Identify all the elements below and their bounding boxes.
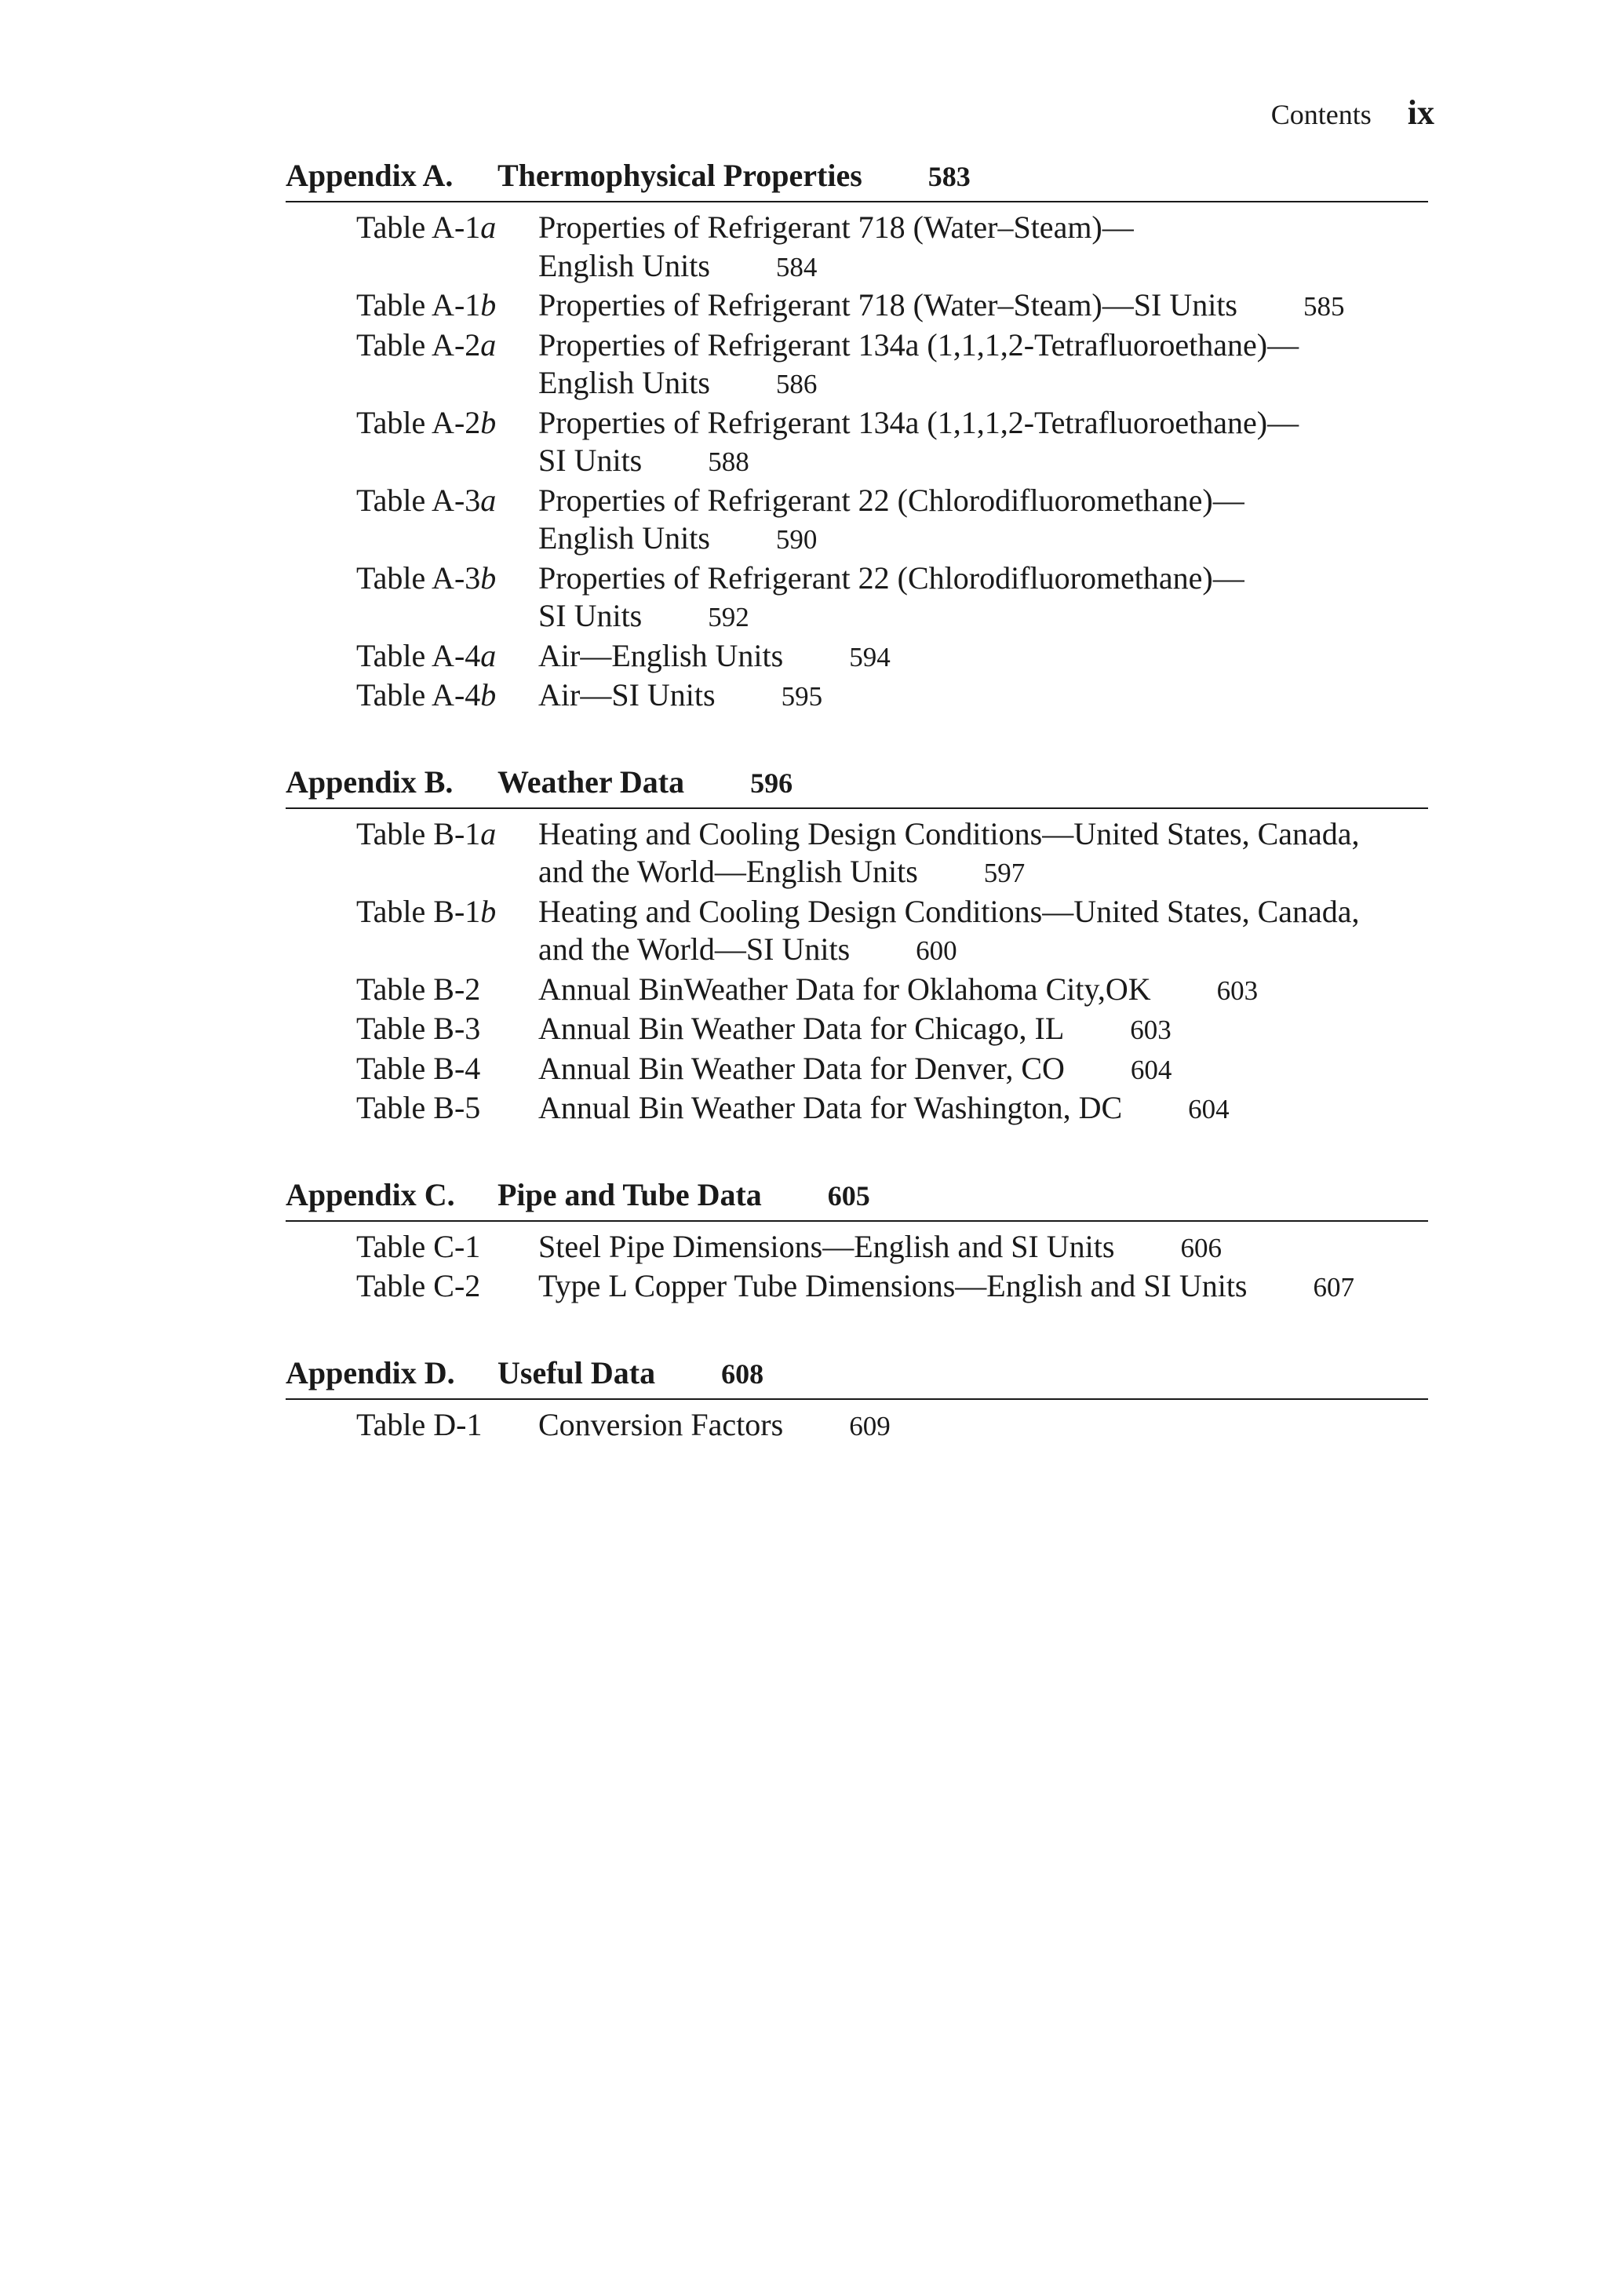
entry-title-line bbox=[538, 482, 1428, 520]
toc-entry[interactable] bbox=[286, 1267, 1428, 1307]
entry-title bbox=[538, 815, 1428, 893]
entry-title-line bbox=[538, 209, 1428, 247]
entry-title bbox=[538, 559, 1428, 637]
appendix-title: Weather Data bbox=[497, 764, 685, 800]
toc-entry[interactable] bbox=[286, 1010, 1428, 1050]
toc-entry[interactable] bbox=[286, 286, 1428, 326]
table-label-suffix: a bbox=[480, 210, 497, 245]
toc-entry[interactable] bbox=[286, 404, 1428, 482]
entry-title bbox=[538, 1089, 1428, 1129]
table-label-prefix: Table A-1 bbox=[356, 210, 481, 245]
entry-page-number: 603 bbox=[1216, 975, 1259, 1006]
entry-page-number: 586 bbox=[775, 369, 818, 399]
entry-title-text: and the World—English Units bbox=[538, 854, 918, 889]
entry-title-line bbox=[538, 364, 1428, 404]
entry-title-line bbox=[538, 1010, 1428, 1050]
entry-title-line bbox=[538, 1228, 1428, 1268]
table-label bbox=[356, 637, 538, 676]
table-label-prefix: Table A-3 bbox=[356, 559, 481, 596]
toc-entry[interactable] bbox=[286, 676, 1428, 716]
table-label-suffix: a bbox=[480, 815, 497, 851]
entry-title-text: Properties of Refrigerant 718 (Water–Steam)—SI Units bbox=[538, 287, 1237, 323]
entry-title bbox=[538, 326, 1428, 404]
entry-title bbox=[538, 893, 1428, 971]
appendix-label: Appendix C. bbox=[286, 1176, 455, 1212]
entry-page-number: 597 bbox=[983, 858, 1026, 888]
table-label-suffix: a bbox=[480, 482, 497, 518]
table-label-suffix: a bbox=[480, 326, 497, 363]
table-label bbox=[356, 286, 538, 325]
appendix-title: Useful Data bbox=[497, 1354, 656, 1390]
table-label bbox=[356, 326, 538, 365]
entry-title-text: Type L Copper Tube Dimensions—English and SI Units bbox=[538, 1268, 1248, 1303]
entry-title-line bbox=[538, 559, 1428, 598]
toc-entry[interactable] bbox=[286, 637, 1428, 677]
entry-title bbox=[538, 971, 1428, 1011]
table-label bbox=[356, 1050, 538, 1088]
entry-page-number: 594 bbox=[849, 641, 891, 672]
entry-page-number: 607 bbox=[1313, 1272, 1354, 1303]
entry-title-text: Annual BinWeather Data for Oklahoma City,OK bbox=[538, 971, 1151, 1007]
table-label-suffix: a bbox=[480, 637, 497, 673]
appendix-heading[interactable] bbox=[286, 1176, 1428, 1222]
table-label-suffix: b bbox=[480, 893, 497, 929]
table-label-prefix: Table D-1 bbox=[356, 1406, 483, 1442]
appendix-section bbox=[286, 157, 1428, 716]
appendix-heading[interactable] bbox=[286, 764, 1428, 809]
entry-title bbox=[538, 286, 1428, 326]
entry-title-text: Annual Bin Weather Data for Washington, DC bbox=[538, 1090, 1123, 1125]
entry-title-line bbox=[538, 1050, 1428, 1090]
toc-entry[interactable] bbox=[286, 559, 1428, 637]
entry-title bbox=[538, 1050, 1428, 1090]
entry-title bbox=[538, 1406, 1428, 1446]
entry-title-text: Heating and Cooling Design Conditions—United States, Canada, bbox=[538, 815, 1360, 851]
table-label-prefix: Table A-2 bbox=[356, 326, 481, 363]
entry-title bbox=[538, 1267, 1428, 1307]
entry-title-line bbox=[538, 931, 1428, 971]
table-label-prefix: Table B-2 bbox=[356, 971, 481, 1007]
entry-title bbox=[538, 1228, 1428, 1268]
table-label-prefix: Table A-3 bbox=[356, 482, 481, 518]
table-label-suffix: b bbox=[480, 559, 497, 596]
entry-page-number: 595 bbox=[781, 681, 823, 712]
entry-page-number: 604 bbox=[1130, 1054, 1172, 1085]
entry-title-text: Steel Pipe Dimensions—English and SI Units bbox=[538, 1228, 1115, 1264]
table-label-prefix: Table B-1 bbox=[356, 893, 481, 929]
appendix-section bbox=[286, 764, 1428, 1129]
entry-page-number: 609 bbox=[849, 1410, 891, 1441]
entry-title-text: SI Units bbox=[538, 598, 643, 633]
table-label bbox=[356, 404, 538, 443]
toc-entry[interactable] bbox=[286, 1089, 1428, 1129]
entry-title-line bbox=[538, 247, 1428, 287]
entry-title-text: Properties of Refrigerant 718 (Water–Steam)— bbox=[538, 210, 1134, 245]
entry-title-text: SI Units bbox=[538, 443, 643, 478]
entry-title-text: Annual Bin Weather Data for Denver, CO bbox=[538, 1050, 1065, 1086]
toc-entry[interactable] bbox=[286, 815, 1428, 893]
table-label-prefix: Table B-4 bbox=[356, 1050, 481, 1086]
appendix-heading[interactable] bbox=[286, 1354, 1428, 1400]
entry-title-text: English Units bbox=[538, 365, 710, 400]
table-label-prefix: Table A-2 bbox=[356, 404, 481, 440]
entry-title bbox=[538, 404, 1428, 482]
entry-title-line bbox=[538, 971, 1428, 1011]
page-folio: ix bbox=[1407, 93, 1434, 132]
table-label-prefix: Table C-2 bbox=[356, 1268, 481, 1303]
entry-page-number: 606 bbox=[1180, 1232, 1222, 1263]
table-label bbox=[356, 1406, 538, 1445]
entry-page-number: 584 bbox=[775, 251, 818, 282]
entry-page-number: 604 bbox=[1188, 1094, 1230, 1124]
entry-title-line bbox=[538, 853, 1428, 893]
appendix-label: Appendix D. bbox=[286, 1354, 455, 1390]
table-label bbox=[356, 1089, 538, 1128]
table-of-contents bbox=[286, 157, 1428, 1492]
entry-title-line bbox=[538, 519, 1428, 559]
appendix-heading[interactable] bbox=[286, 157, 1428, 202]
toc-entry[interactable] bbox=[286, 1406, 1428, 1446]
table-label bbox=[356, 482, 538, 520]
entry-title-line bbox=[538, 1406, 1428, 1446]
table-label-prefix: Table B-3 bbox=[356, 1011, 481, 1046]
entry-page-number: 588 bbox=[708, 446, 749, 477]
entry-page-number: 600 bbox=[916, 935, 957, 966]
entry-title-line bbox=[538, 676, 1428, 716]
table-label-prefix: Table A-4 bbox=[356, 677, 481, 712]
table-label bbox=[356, 1267, 538, 1306]
toc-entry[interactable] bbox=[286, 893, 1428, 971]
entry-title bbox=[538, 1010, 1428, 1050]
running-head-label: Contents bbox=[1270, 99, 1372, 130]
table-label bbox=[356, 1228, 538, 1266]
entry-title-text: Properties of Refrigerant 22 (Chlorodifluoromethane)— bbox=[538, 482, 1244, 518]
table-label-prefix: Table B-5 bbox=[356, 1090, 481, 1125]
appendix-title: Pipe and Tube Data bbox=[497, 1176, 762, 1212]
appendix-page-number: 596 bbox=[750, 767, 793, 799]
table-label-prefix: Table C-1 bbox=[356, 1228, 481, 1264]
entry-title-text: English Units bbox=[538, 520, 710, 556]
table-label-suffix: b bbox=[480, 287, 497, 323]
entry-title-line bbox=[538, 597, 1428, 637]
table-label-prefix: Table A-1 bbox=[356, 287, 481, 323]
appendix-page-number: 608 bbox=[721, 1358, 764, 1390]
entry-title-text: English Units bbox=[538, 247, 710, 283]
entry-title-text: Air—SI Units bbox=[538, 677, 716, 712]
table-label bbox=[356, 559, 538, 598]
appendix-page-number: 583 bbox=[927, 161, 971, 192]
table-label-suffix: b bbox=[480, 404, 497, 440]
table-label bbox=[356, 815, 538, 854]
appendix-section bbox=[286, 1176, 1428, 1307]
table-label-prefix: Table B-1 bbox=[356, 815, 481, 851]
entry-page-number: 585 bbox=[1303, 291, 1345, 322]
table-label bbox=[356, 209, 538, 247]
entry-title-line bbox=[538, 326, 1428, 365]
appendix-label: Appendix A. bbox=[286, 158, 454, 193]
entry-page-number: 603 bbox=[1130, 1015, 1172, 1045]
table-label-prefix: Table A-4 bbox=[356, 637, 481, 673]
table-label bbox=[356, 971, 538, 1009]
table-label bbox=[356, 1010, 538, 1048]
entry-title-text: Air—English Units bbox=[538, 637, 784, 673]
entry-title-text: Annual Bin Weather Data for Chicago, IL bbox=[538, 1011, 1065, 1046]
entry-title bbox=[538, 482, 1428, 559]
entry-title bbox=[538, 676, 1428, 716]
entry-title-text: Conversion Factors bbox=[538, 1406, 784, 1442]
entry-title-text: Properties of Refrigerant 22 (Chlorodifluoromethane)— bbox=[538, 559, 1244, 596]
toc-entry[interactable] bbox=[286, 971, 1428, 1011]
running-head bbox=[1271, 93, 1434, 133]
appendix-title: Thermophysical Properties bbox=[497, 158, 862, 193]
appendix-page-number: 605 bbox=[827, 1179, 870, 1212]
appendix-label: Appendix B. bbox=[286, 764, 454, 800]
entry-title-text: Heating and Cooling Design Conditions—United States, Canada, bbox=[538, 893, 1360, 929]
entry-title-text: Properties of Refrigerant 134a (1,1,1,2-Tetrafluoroethane)— bbox=[538, 404, 1299, 440]
entry-title-line bbox=[538, 1089, 1428, 1129]
entry-title-line bbox=[538, 637, 1428, 677]
toc-entry[interactable] bbox=[286, 482, 1428, 559]
entry-page-number: 592 bbox=[708, 602, 749, 632]
table-label-suffix: b bbox=[480, 677, 497, 712]
toc-entry[interactable] bbox=[286, 1228, 1428, 1268]
entry-title-line bbox=[538, 893, 1428, 931]
entry-title-line bbox=[538, 404, 1428, 443]
table-label bbox=[356, 893, 538, 931]
table-label bbox=[356, 676, 538, 715]
appendix-section bbox=[286, 1354, 1428, 1446]
toc-entry[interactable] bbox=[286, 209, 1428, 286]
entry-title-text: Properties of Refrigerant 134a (1,1,1,2-Tetrafluoroethane)— bbox=[538, 326, 1299, 363]
entry-title-line bbox=[538, 442, 1428, 482]
entry-title-line bbox=[538, 1267, 1428, 1307]
toc-entry[interactable] bbox=[286, 326, 1428, 404]
entry-title bbox=[538, 209, 1428, 286]
toc-entry[interactable] bbox=[286, 1050, 1428, 1090]
entry-page-number: 590 bbox=[775, 524, 818, 555]
entry-title bbox=[538, 637, 1428, 677]
entry-title-text: and the World—SI Units bbox=[538, 931, 851, 967]
entry-title-line bbox=[538, 815, 1428, 854]
entry-title-line bbox=[538, 286, 1428, 326]
